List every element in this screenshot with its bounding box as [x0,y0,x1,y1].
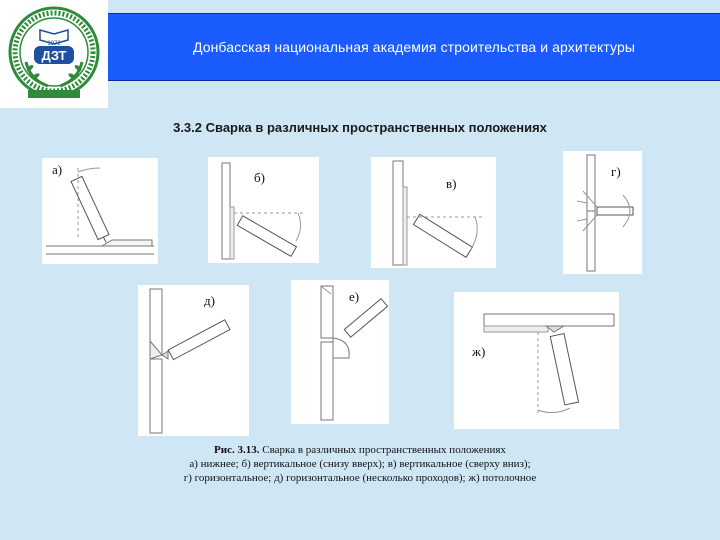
caption-title: Сварка в различных пространственных положениях [259,444,506,456]
figure-label-d: д) [204,293,215,308]
figure-label-a: а) [52,162,63,177]
weld-overhead-diagram [454,292,619,429]
header-banner [108,13,720,81]
figure-panel-d [138,285,249,436]
figure-label-zh: ж) [472,344,486,359]
weld-vertical-down-diagram [371,157,496,268]
caption-line-3: г) горизонтальное; д) горизонтальное (несколько проходов); ж) потолочное [183,472,537,484]
caption-figure-number: Рис. 3.13. [214,444,260,456]
academy-logo [0,0,108,108]
figure-panel-g [563,151,642,274]
figure-label-e: е) [349,289,360,304]
weld-horizontal-multipass-diagram [138,285,249,436]
weld-vertical-butt-diagram [291,280,389,424]
institution-name: Донбасская национальная академия строительства и архитектуры [192,39,636,55]
figure-label-v: в) [446,176,457,191]
figure-panel-e [291,280,389,424]
weld-horizontal-diagram [563,151,642,274]
figure-label-g: г) [611,164,621,179]
logo-emblem-icon [0,0,108,108]
figure-caption [100,443,620,485]
caption-line-2: а) нижнее; б) вертикальное (снизу вверх); в) вертикальное (сверху вниз); [189,458,531,470]
figure-label-b: б) [254,170,265,185]
logo-year: 1972 [47,41,61,47]
figure-panel-v [371,157,496,268]
logo-monogram: ДЗТ [41,48,67,63]
figure-panel-zh [454,292,619,429]
section-title: 3.3.2 Сварка в различных пространственных положениях [173,120,547,135]
